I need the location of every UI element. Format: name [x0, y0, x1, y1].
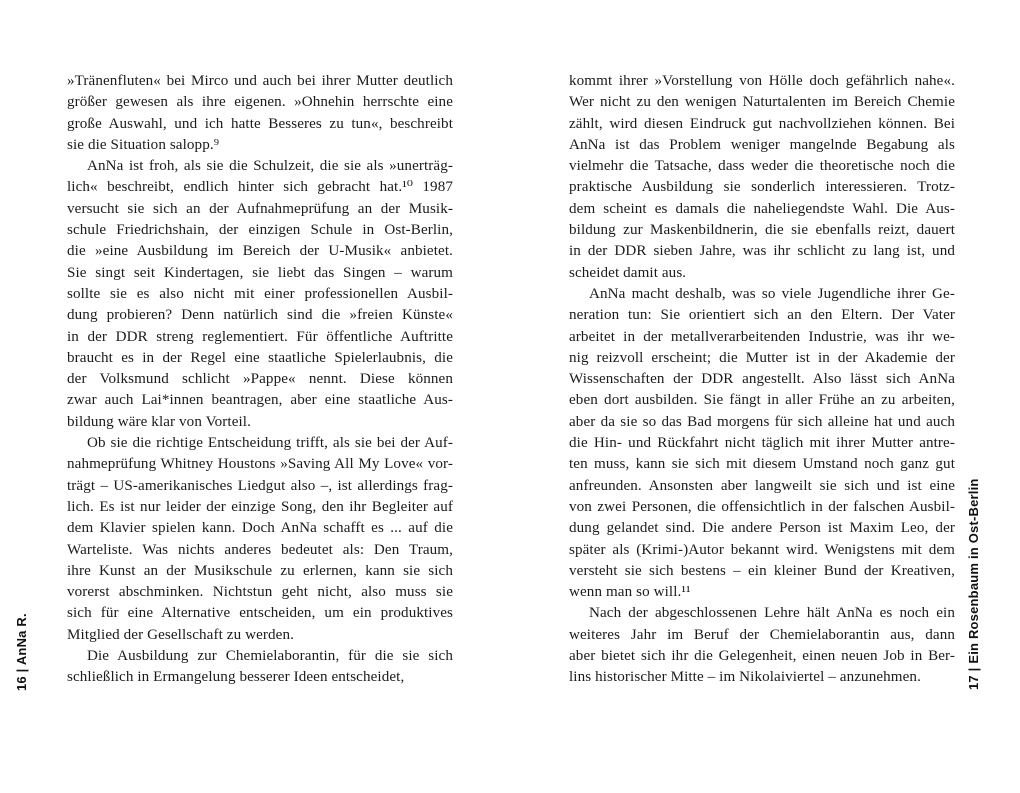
- text-line: Ob sie die richtige Entscheidung trifft, als sie bei der Auf-: [87, 435, 453, 452]
- paragraph: [569, 71, 955, 284]
- right-page-text: [569, 71, 955, 689]
- text-line: lins historischer Mitte – im Nikolaiviertel – anzunehmen.: [569, 669, 921, 686]
- text-line: bildung wäre klar von Vorteil.: [67, 413, 251, 430]
- text-line: Sie singt seit Kindertagen, sie liebt das Singen – warum: [67, 264, 453, 281]
- text-line: dung probieren? Denn natürlich sind die »freien Künste«: [67, 307, 453, 324]
- paragraph: [67, 646, 453, 689]
- text-line: neration tun: Sie orientiert sich an den Eltern. Der Vater: [569, 307, 955, 324]
- paragraph: [67, 433, 453, 646]
- text-line: zwar auch Lai*innen beantragen, aber eine staatliche Aus-: [67, 392, 453, 409]
- text-line: praktische Ausbildung sie sonderlich interessieren. Trotz-: [569, 179, 955, 196]
- text-line: AnNa ist das Problem weniger mangelnde Begabung als: [569, 136, 955, 153]
- text-line: die »eine Ausbildung im Bereich der U-Musik« anbietet.: [67, 243, 453, 260]
- text-line: arbeitet in der metallverarbeitenden Industrie, was ihr we-: [569, 328, 955, 345]
- text-line: sollte sie es also nicht mit einer professionellen Ausbil-: [67, 285, 453, 302]
- text-line: in der DDR sieben Jahre, was ihr schlicht zu lang ist, und: [569, 243, 955, 260]
- text-line: von zwei Personen, die offensichtlich in der falschen Ausbil-: [569, 498, 955, 515]
- text-line: Wer nicht zu den wenigen Naturtalenten im Bereich Chemie: [569, 94, 955, 111]
- text-line: schließlich in Ermangelung besserer Ideen entscheidet,: [67, 669, 405, 686]
- text-line: Mitglied der Gesellschaft zu werden.: [67, 626, 294, 643]
- text-line: vielmehr die Tatsache, dass weder die theoretische noch die: [569, 158, 955, 175]
- text-line: scheidet damit aus.: [569, 264, 687, 281]
- text-line: trägt – US-amerikanisches Liedgut also –, ist allerdings frag-: [67, 477, 453, 494]
- text-line: sich für eine Alternative entscheiden, um ein produktives: [67, 605, 453, 622]
- text-line: Wissenschaften der DDR angestellt. Also lässt sich AnNa: [569, 371, 955, 388]
- paragraph: [67, 156, 453, 433]
- text-line: AnNa ist froh, als sie die Schulzeit, die sie als »unerträg-: [87, 158, 453, 175]
- left-page-margin-label: 16 | AnNa R.: [14, 613, 29, 691]
- text-line: versteht sie sich bestens – ein kleiner Bund der Kreativen,: [569, 562, 955, 579]
- text-line: »Tränenfluten« bei Mirco und auch bei ihrer Mutter deutlich: [67, 73, 453, 89]
- paragraph: [67, 71, 453, 156]
- text-line: aber da sie so das Bad morgens für sich alleine hat und auch: [569, 413, 955, 430]
- text-line: lich. Es ist nur leider der einzige Song, den ihr Begleiter auf: [67, 498, 453, 515]
- text-line: dem scheint es damals die naheliegendste Wahl. Die Aus-: [569, 200, 955, 217]
- text-line: dem Klavier spielen kann. Doch AnNa schafft es ... auf die: [67, 520, 453, 537]
- text-line: große Auswahl, und ich hatte Besseres zu tun«, beschreibt: [67, 115, 453, 132]
- text-line: weiteres Jahr im Beruf der Chemielaborantin aus, dann: [569, 626, 955, 643]
- paragraph: [569, 284, 955, 603]
- text-line: eben dort ausbilden. Sie fängt in aller Frühe an zu arbeiten,: [569, 392, 955, 409]
- text-line: nig reizvoll erscheint; die Mutter ist in der Akademie der: [569, 349, 955, 366]
- text-line: Nach der abgeschlossenen Lehre hält AnNa es noch ein: [589, 605, 955, 622]
- text-line: AnNa macht deshalb, was so viele Jugendliche ihrer Ge-: [589, 285, 955, 302]
- text-line: aber bietet sich ihr die Gelegenheit, einen neuen Job in Ber-: [569, 648, 955, 665]
- text-line: in der DDR streng reglementiert. Für öffentliche Auftritte: [67, 328, 453, 345]
- text-line: der Volksmund schlicht »Pappe« nennt. Diese können: [67, 371, 453, 388]
- text-line: braucht es in der Regel eine staatliche Spielerlaubnis, die: [67, 349, 453, 366]
- text-line: vorerst abschminken. Nichtstun geht nicht, also muss sie: [67, 584, 453, 601]
- text-line: ihre Kunst an der Musikschule zu erlernen, kann sie sich: [67, 562, 453, 579]
- text-line: kommt ihrer »Vorstellung von Hölle doch gefährlich nahe«.: [569, 73, 955, 89]
- text-line: lich« beschreibt, endlich hinter sich gebracht hat.¹⁰ 1987: [67, 179, 453, 196]
- left-page-text: [67, 71, 453, 689]
- paragraph: [569, 603, 955, 688]
- text-line: wenn man so will.¹¹: [569, 584, 691, 601]
- text-line: ten muss, kann sie sich mit diesem Umstand noch ganz gut: [569, 456, 955, 473]
- text-line: zählt, wird diesen Eindruck gut nachvollziehen können. Bei: [569, 115, 955, 132]
- text-line: nahmeprüfung Whitney Houstons »Saving All My Love« vor-: [67, 456, 453, 473]
- text-line: dung gelandet sind. Die andere Person ist Maxim Leo, der: [569, 520, 955, 537]
- text-line: sie die Situation salopp.⁹: [67, 136, 220, 153]
- text-line: größer gewesen als ihre eigenen. »Ohnehin herrschte eine: [67, 94, 453, 111]
- text-line: anfreunden. Ansonsten aber langweilt sie sich und ist eine: [569, 477, 955, 494]
- right-page-margin-label: 17 | Ein Rosenbaum in Ost-Berlin: [966, 478, 981, 690]
- text-line: die Hin- und Rückfahrt nicht täglich mit ihrer Mutter antre-: [569, 435, 955, 452]
- text-line: versucht sie sich an der Aufnahmeprüfung an der Musik-: [67, 200, 453, 217]
- text-line: später als (Krimi-)Autor bekannt wird. Wenigstens mit dem: [569, 541, 955, 558]
- text-line: bildung zur Maskenbildnerin, die sie ebenfalls reizt, dauert: [569, 222, 955, 239]
- text-line: Die Ausbildung zur Chemielaborantin, für die sie sich: [87, 648, 453, 665]
- text-line: schule Friedrichshain, der einzigen Schule in Ost-Berlin,: [67, 222, 453, 239]
- text-line: Warteliste. Was nichts anderes bedeutet als: Den Traum,: [67, 541, 453, 558]
